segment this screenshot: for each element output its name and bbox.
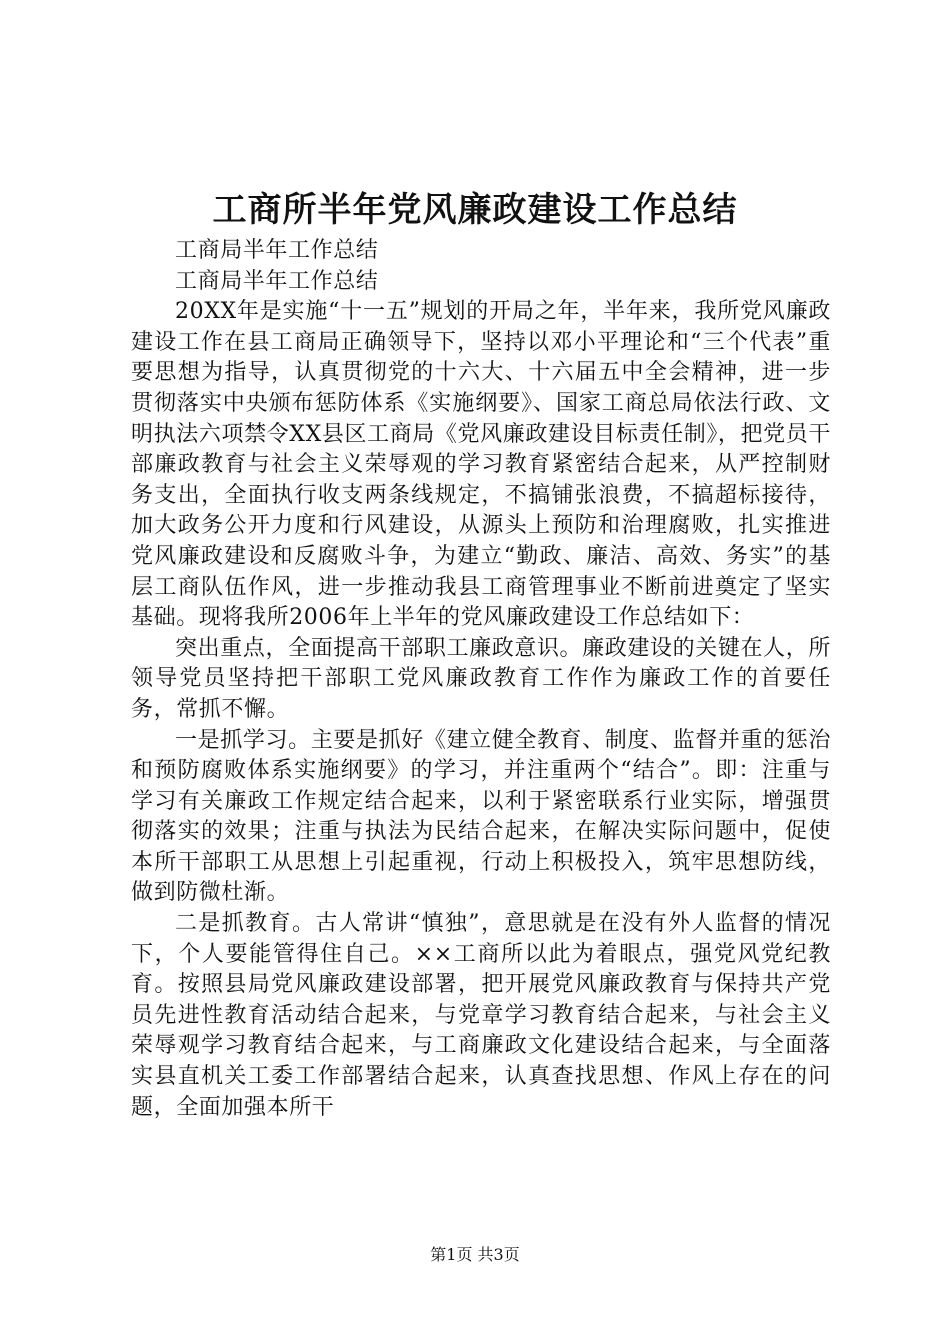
paragraph: 工商局半年工作总结	[175, 238, 379, 263]
paragraph: 工商局半年工作总结	[175, 268, 379, 294]
document-body	[131, 236, 831, 1123]
paragraph: 突出重点，全面提高干部职工廉政意识。廉政建设的关键在人，所领导党员坚持把干部职工党风廉政教育工作作为廉政工作的首要任务，常抓不懈。	[131, 635, 831, 722]
document-title: 工商所半年党风廉政建设工作总结	[212, 190, 738, 230]
paragraph: 20XX年是实施“十一五”规划的开局之年，半年来，我所党风廉政建设工作在县工商局正确领导下，坚持以邓小平理论和“三个代表”重要思想为指导，认真贯彻党的十六大、十六届五中全会精神，进一步贯彻落实中央颁布惩防体系《实施纲要》、国家工商总局依法行政、文明执法六项禁令XX县区工商局《党风廉政建设目标责任制》，把党员干部廉政教育与社会主义荣辱观的学习教育紧密结合起来，从严控制财务支出，全面执行收支两条线规定，不搞铺张浪费，不搞超标接待，加大政务公开力度和行风建设，从源头上预防和治理腐败，扎实推进党风廉政建设和反腐败斗争，为建立“勤政、廉洁、高效、务实”的基层工商队伍作风，进一步推动我县工商管理事业不断前进奠定了坚实基础。现将我所2006年上半年的党风廉政建设工作总结如下：	[131, 299, 831, 631]
page-footer: 第1页 共3页	[430, 1245, 520, 1264]
paragraph: 一是抓学习。主要是抓好《建立健全教育、制度、监督并重的惩治和预防腐败体系实施纲要》的学习，并注重两个“结合”。即：注重与学习有关廉政工作规定结合起来，以利于紧密联系行业实际，增强贯彻落实的效果；注重与执法为民结合起来，在解决实际问题中，促使本所干部职工从思想上引起重视，行动上积极投入，筑牢思想防线，做到防微杜渐。	[131, 727, 831, 906]
paragraph: 二是抓教育。古人常讲“慎独”，意思就是在没有外人监督的情况下，个人要能管得住自己。××工商所以此为着眼点，强党风党纪教育。按照县局党风廉政建设部署，把开展党风廉政教育与保持共产党员先进性教育活动结合起来，与党章学习教育结合起来，与社会主义荣辱观学习教育结合起来，与工商廉政文化建设结合起来，与全面落实县直机关工委工作部署结合起来，认真查找思想、作风上存在的问题，全面加强本所干	[131, 911, 831, 1120]
